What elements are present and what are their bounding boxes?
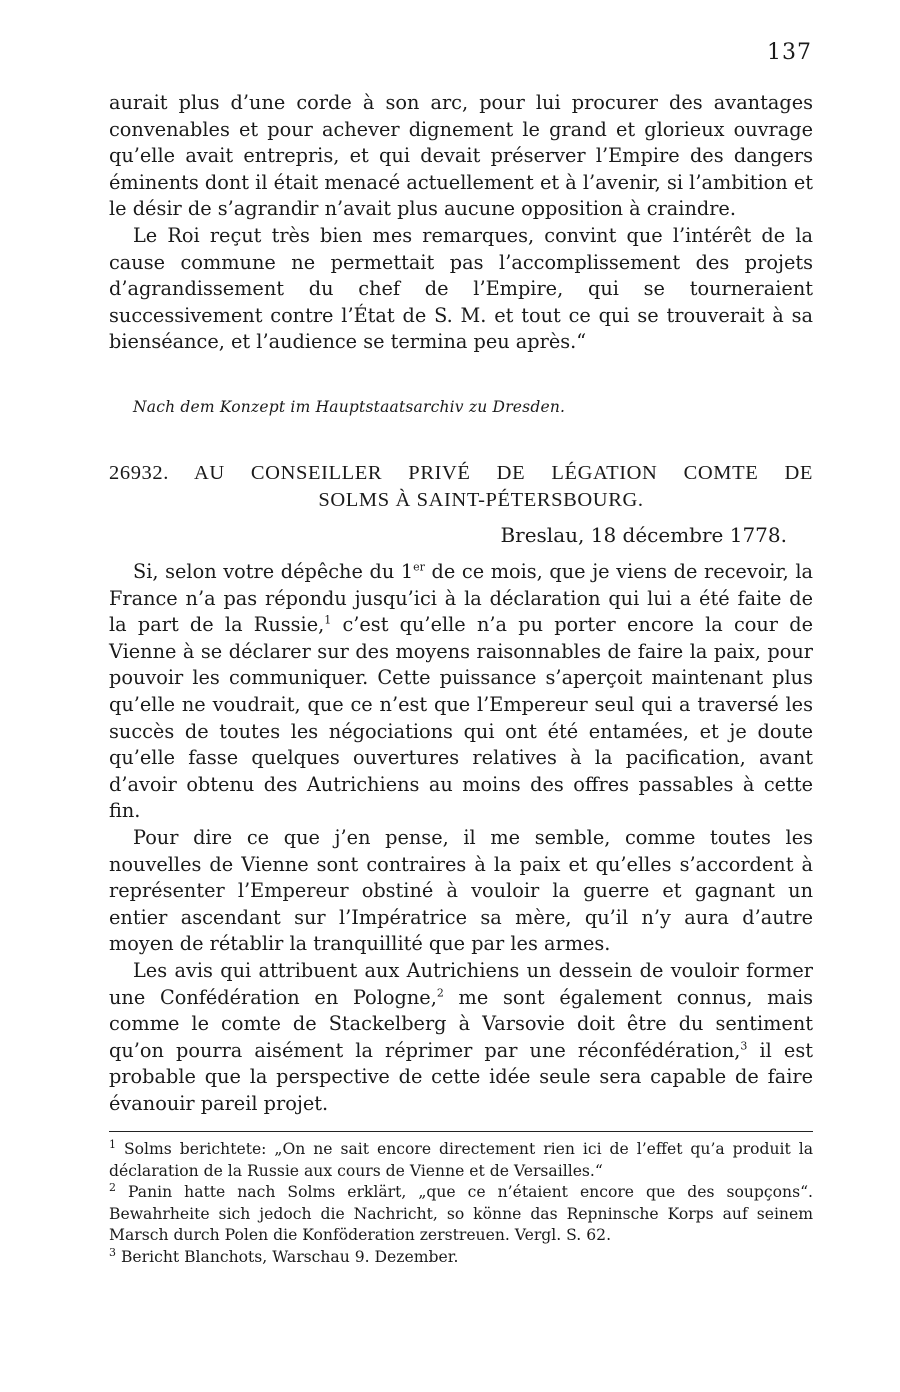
dateline: Breslau, 18 décembre 1778. bbox=[500, 523, 787, 547]
footnote bbox=[109, 1247, 813, 1269]
text-run: Les avis qui attribuent aux Autrichiens un dessein de vouloir former une Confédération en Pologne, bbox=[109, 958, 813, 1009]
footnote-number: 3 bbox=[109, 1245, 116, 1259]
paragraph: aurait plus d’une corde à son arc, pour lui procurer des avantages convenables et pour achever dignement le grand et glorieux ouvrage qu’elle avait entrepris, et qui devait préserver l’Empire des dangers éminents dont il était menacé actuellement et à l’avenir, si l’ambition et le désir de s’agrandir n’avait plus aucune opposition à craindre. bbox=[109, 91, 813, 221]
letter-heading-line: SOLMS À SAINT-PÉTERSBOURG. bbox=[318, 489, 644, 511]
footnote-ref: 3 bbox=[740, 1039, 748, 1053]
letter-body bbox=[109, 559, 813, 1117]
text-run: Si, selon votre dépêche du 1 bbox=[133, 560, 414, 583]
text-run: de ce mois, que je viens de recevoir, la France n’a pas répondu jusqu’ici à la déclaration qui lui a été faite de la part de la Russie, bbox=[109, 560, 813, 637]
footnote-ref: 1 bbox=[324, 613, 332, 627]
paragraph: Le Roi reçut très bien mes remarques, convint que l’intérêt de la cause commune ne permettait pas l’accomplissement des projets d’agrandissement du chef de l’Empire, qui se tourneraient successivement contre l’État de S. M. et tout ce qui se trouverait à sa bienséance, et l’audience se termina peu après.“ bbox=[109, 223, 813, 354]
footnote-number: 2 bbox=[109, 1181, 116, 1194]
footnote-ref: 2 bbox=[436, 986, 444, 1000]
footnote-number: 1 bbox=[109, 1137, 116, 1151]
letter-heading bbox=[109, 460, 813, 514]
continued-text bbox=[109, 90, 813, 356]
footnote-text: Solms berichtete: „On ne sait encore directement rien ici de l’effet qu’a produit la déclaration de la Russie aux cours de Vienne et de Versailles.“ bbox=[109, 1140, 813, 1180]
paragraph: Pour dire ce que j’en pense, il me semble, comme toutes les nouvelles de Vienne sont contraires à la paix et qu’elles s’accordent à représenter l’Empereur obstiné à vouloir la guerre et gagnant un entier ascendant sur l’Impératrice sa mère, qu’il n’y aura d’autre moyen de rétablir la tranquillité que par les armes. bbox=[109, 825, 813, 956]
letter-heading-line: 26932. AU CONSEILLER PRIVÉ DE LÉGATION COMTE DE bbox=[109, 462, 813, 484]
footnote-text: Panin hatte nach Solms erklärt, „que ce n’étaient encore que des soupçons“. Bewahrheite sich jedoch die Nachricht, so könne das Repninsche Korps auf seinem Marsch durch Polen die Konföderation zerstreuen. Vergl. S. 62. bbox=[109, 1183, 813, 1245]
page-number: 137 bbox=[767, 40, 812, 65]
footnote-text: Bericht Blanchots, Warschau 9. Dezember. bbox=[116, 1247, 459, 1266]
footnotes bbox=[109, 1139, 813, 1269]
text-run: me sont également connus, mais comme le comte de Stackelberg à Varsovie doit être du sentiment qu’on pourra aisément la réprimer par une réconfédération, bbox=[109, 985, 814, 1062]
source-note: Nach dem Konzept im Hauptstaatsarchiv zu Dresden. bbox=[133, 398, 566, 416]
footnote bbox=[109, 1139, 813, 1182]
text-run: c’est qu’elle n’a pu porter encore la cour de Vienne à se déclarer sur des moyens raisonnables de faire la paix, pour pouvoir les communiquer. Cette puissance s’aperçoit maintenant plus qu’elle ne voudrait, que ce n’est que l’Empereur seul qui a traversé les succès de toutes les négociations qui ont été entamées, et je doute qu’elle fasse quelques ouvertures relatives à la pacification, avant d’avoir obtenu des Autrichiens au moins des offres passables à cette fin. bbox=[109, 613, 813, 823]
paragraph bbox=[109, 559, 813, 825]
text-run: il est probable que la perspective de cette idée seule sera capable de faire évanouir pareil projet. bbox=[109, 1038, 813, 1115]
paragraph bbox=[109, 958, 813, 1118]
footnote bbox=[109, 1182, 813, 1247]
superscript: er bbox=[413, 560, 425, 574]
footnote-divider bbox=[109, 1131, 813, 1132]
